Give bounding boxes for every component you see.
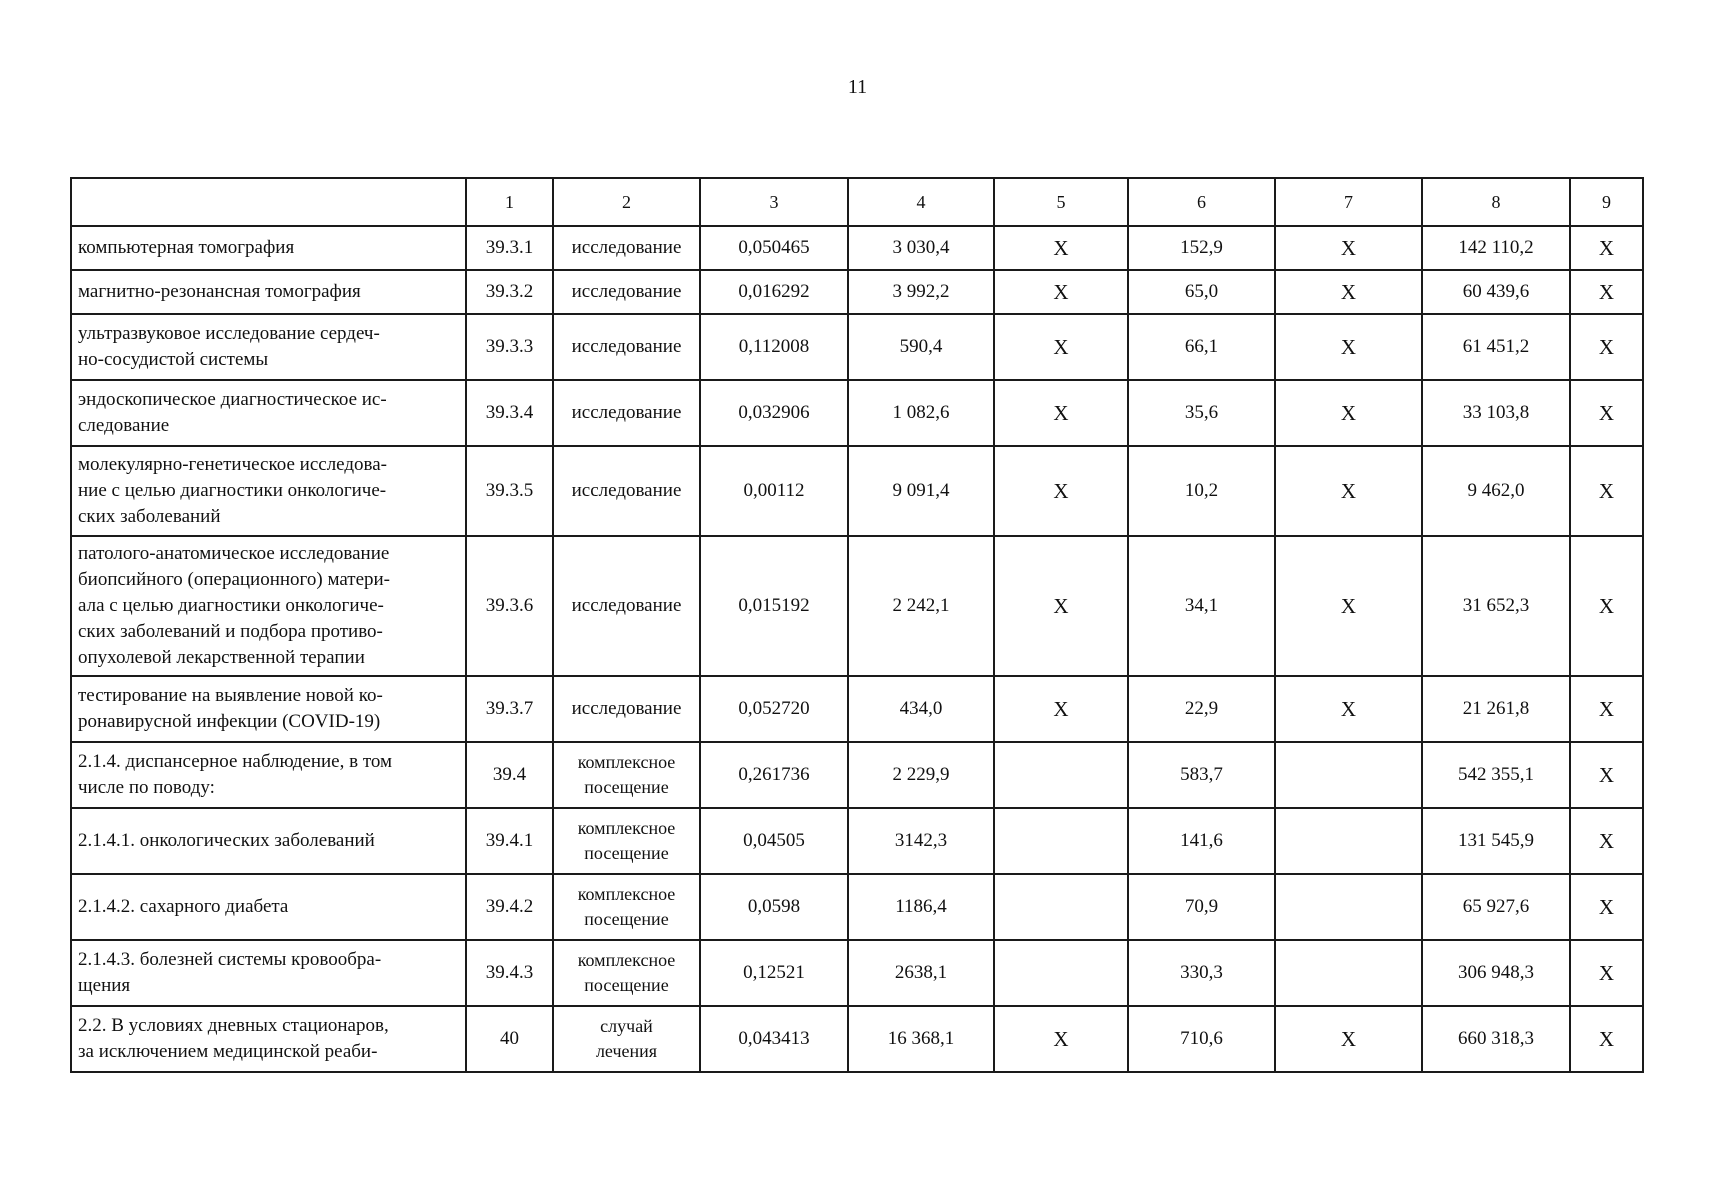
row-description: патолого-анатомическое исследование биопсийного (операционного) матери- ала с целью диагностики онкологиче- ских заболеваний и подбора противо- опухолевой лекарственной терапии	[71, 536, 466, 676]
row-col7: X	[1275, 676, 1422, 742]
header-cell-col-8: 8	[1422, 178, 1570, 226]
row-col5: X	[994, 1006, 1128, 1072]
row-code: 39.3.5	[466, 446, 553, 536]
row-cost-norm: 434,0	[848, 676, 994, 742]
row-cost-norm: 9 091,4	[848, 446, 994, 536]
row-volume-norm: 0,016292	[700, 270, 848, 314]
row-unit: исследование	[553, 536, 700, 676]
row-per-capita: 65,0	[1128, 270, 1275, 314]
row-col5: X	[994, 676, 1128, 742]
row-code: 39.3.3	[466, 314, 553, 380]
row-volume-norm: 0,052720	[700, 676, 848, 742]
header-cell-col-7: 7	[1275, 178, 1422, 226]
row-per-capita: 710,6	[1128, 1006, 1275, 1072]
row-col7: X	[1275, 226, 1422, 270]
row-col7: X	[1275, 270, 1422, 314]
table-row	[71, 940, 1643, 1006]
header-cell-col-9: 9	[1570, 178, 1643, 226]
header-cell-blank	[71, 178, 466, 226]
row-volume-norm: 0,12521	[700, 940, 848, 1006]
row-total-cost: 142 110,2	[1422, 226, 1570, 270]
row-unit: комплексное посещение	[553, 874, 700, 940]
row-description: ультразвуковое исследование сердеч- но-сосудистой системы	[71, 314, 466, 380]
row-col5: X	[994, 380, 1128, 446]
row-code: 39.4	[466, 742, 553, 808]
row-col7: X	[1275, 1006, 1422, 1072]
row-description: компьютерная томография	[71, 226, 466, 270]
row-col5: X	[994, 446, 1128, 536]
row-col5	[994, 874, 1128, 940]
row-per-capita: 70,9	[1128, 874, 1275, 940]
row-total-cost: 542 355,1	[1422, 742, 1570, 808]
row-total-cost: 61 451,2	[1422, 314, 1570, 380]
row-total-cost: 306 948,3	[1422, 940, 1570, 1006]
row-code: 39.4.2	[466, 874, 553, 940]
table-header-row	[71, 178, 1643, 226]
row-description: 2.1.4.3. болезней системы кровообра- щения	[71, 940, 466, 1006]
header-cell-col-1: 1	[466, 178, 553, 226]
row-col7: X	[1275, 314, 1422, 380]
table-row	[71, 314, 1643, 380]
row-per-capita: 583,7	[1128, 742, 1275, 808]
row-total-cost: 33 103,8	[1422, 380, 1570, 446]
row-description: молекулярно-генетическое исследова- ние с целью диагностики онкологиче- ских заболеваний	[71, 446, 466, 536]
row-col5: X	[994, 270, 1128, 314]
row-col5	[994, 808, 1128, 874]
row-col9: X	[1570, 446, 1643, 536]
row-total-cost: 9 462,0	[1422, 446, 1570, 536]
row-code: 39.4.1	[466, 808, 553, 874]
row-col9: X	[1570, 676, 1643, 742]
row-col9: X	[1570, 742, 1643, 808]
table-row	[71, 676, 1643, 742]
row-col9: X	[1570, 874, 1643, 940]
row-unit: комплексное посещение	[553, 808, 700, 874]
row-total-cost: 60 439,6	[1422, 270, 1570, 314]
row-unit: исследование	[553, 380, 700, 446]
row-col7	[1275, 874, 1422, 940]
table-row	[71, 742, 1643, 808]
page-number: 11	[847, 76, 868, 98]
table-row	[71, 380, 1643, 446]
row-per-capita: 34,1	[1128, 536, 1275, 676]
row-unit: исследование	[553, 226, 700, 270]
row-per-capita: 22,9	[1128, 676, 1275, 742]
header-cell-col-5: 5	[994, 178, 1128, 226]
header-cell-col-6: 6	[1128, 178, 1275, 226]
table-row	[71, 446, 1643, 536]
row-description: 2.2. В условиях дневных стационаров, за исключением медицинской реаби-	[71, 1006, 466, 1072]
table-row	[71, 226, 1643, 270]
row-volume-norm: 0,112008	[700, 314, 848, 380]
table-row	[71, 536, 1643, 676]
row-per-capita: 141,6	[1128, 808, 1275, 874]
row-description: 2.1.4.2. сахарного диабета	[71, 874, 466, 940]
row-unit: исследование	[553, 270, 700, 314]
row-description: эндоскопическое диагностическое ис- следование	[71, 380, 466, 446]
row-cost-norm: 590,4	[848, 314, 994, 380]
row-col9: X	[1570, 940, 1643, 1006]
row-unit: исследование	[553, 446, 700, 536]
row-cost-norm: 3 992,2	[848, 270, 994, 314]
row-total-cost: 65 927,6	[1422, 874, 1570, 940]
row-cost-norm: 3142,3	[848, 808, 994, 874]
row-unit: случай лечения	[553, 1006, 700, 1072]
table-row	[71, 270, 1643, 314]
row-col5: X	[994, 226, 1128, 270]
row-col9: X	[1570, 270, 1643, 314]
row-col5	[994, 742, 1128, 808]
row-total-cost: 21 261,8	[1422, 676, 1570, 742]
row-col9: X	[1570, 536, 1643, 676]
row-col9: X	[1570, 226, 1643, 270]
row-cost-norm: 1186,4	[848, 874, 994, 940]
tariff-table-container	[70, 177, 1642, 1073]
row-code: 39.3.7	[466, 676, 553, 742]
row-total-cost: 31 652,3	[1422, 536, 1570, 676]
row-code: 39.3.2	[466, 270, 553, 314]
row-col9: X	[1570, 314, 1643, 380]
row-cost-norm: 1 082,6	[848, 380, 994, 446]
row-volume-norm: 0,015192	[700, 536, 848, 676]
row-per-capita: 152,9	[1128, 226, 1275, 270]
row-unit: исследование	[553, 314, 700, 380]
row-col5: X	[994, 314, 1128, 380]
header-cell-col-2: 2	[553, 178, 700, 226]
row-col5: X	[994, 536, 1128, 676]
row-unit: комплексное посещение	[553, 742, 700, 808]
tariff-table	[70, 177, 1644, 1073]
row-code: 40	[466, 1006, 553, 1072]
row-cost-norm: 16 368,1	[848, 1006, 994, 1072]
row-col7	[1275, 808, 1422, 874]
row-description: 2.1.4.1. онкологических заболеваний	[71, 808, 466, 874]
row-col9: X	[1570, 808, 1643, 874]
row-volume-norm: 0,032906	[700, 380, 848, 446]
row-col7	[1275, 742, 1422, 808]
row-total-cost: 660 318,3	[1422, 1006, 1570, 1072]
row-col7: X	[1275, 380, 1422, 446]
row-col9: X	[1570, 1006, 1643, 1072]
row-description: 2.1.4. диспансерное наблюдение, в том числе по поводу:	[71, 742, 466, 808]
row-cost-norm: 2 229,9	[848, 742, 994, 808]
row-description: магнитно-резонансная томография	[71, 270, 466, 314]
row-volume-norm: 0,261736	[700, 742, 848, 808]
row-volume-norm: 0,0598	[700, 874, 848, 940]
row-unit: комплексное посещение	[553, 940, 700, 1006]
table-row	[71, 874, 1643, 940]
row-cost-norm: 3 030,4	[848, 226, 994, 270]
row-per-capita: 35,6	[1128, 380, 1275, 446]
header-cell-col-4: 4	[848, 178, 994, 226]
row-code: 39.3.1	[466, 226, 553, 270]
row-per-capita: 66,1	[1128, 314, 1275, 380]
row-cost-norm: 2 242,1	[848, 536, 994, 676]
row-code: 39.3.4	[466, 380, 553, 446]
row-col7: X	[1275, 446, 1422, 536]
row-volume-norm: 0,050465	[700, 226, 848, 270]
row-cost-norm: 2638,1	[848, 940, 994, 1006]
table-row	[71, 808, 1643, 874]
row-volume-norm: 0,043413	[700, 1006, 848, 1072]
table-row	[71, 1006, 1643, 1072]
row-code: 39.4.3	[466, 940, 553, 1006]
row-code: 39.3.6	[466, 536, 553, 676]
row-per-capita: 330,3	[1128, 940, 1275, 1006]
header-cell-col-3: 3	[700, 178, 848, 226]
row-col7: X	[1275, 536, 1422, 676]
row-description: тестирование на выявление новой ко- ронавирусной инфекции (COVID-19)	[71, 676, 466, 742]
row-per-capita: 10,2	[1128, 446, 1275, 536]
table-body	[71, 226, 1643, 1072]
row-unit: исследование	[553, 676, 700, 742]
row-total-cost: 131 545,9	[1422, 808, 1570, 874]
row-col7	[1275, 940, 1422, 1006]
row-volume-norm: 0,00112	[700, 446, 848, 536]
row-col9: X	[1570, 380, 1643, 446]
row-volume-norm: 0,04505	[700, 808, 848, 874]
row-col5	[994, 940, 1128, 1006]
